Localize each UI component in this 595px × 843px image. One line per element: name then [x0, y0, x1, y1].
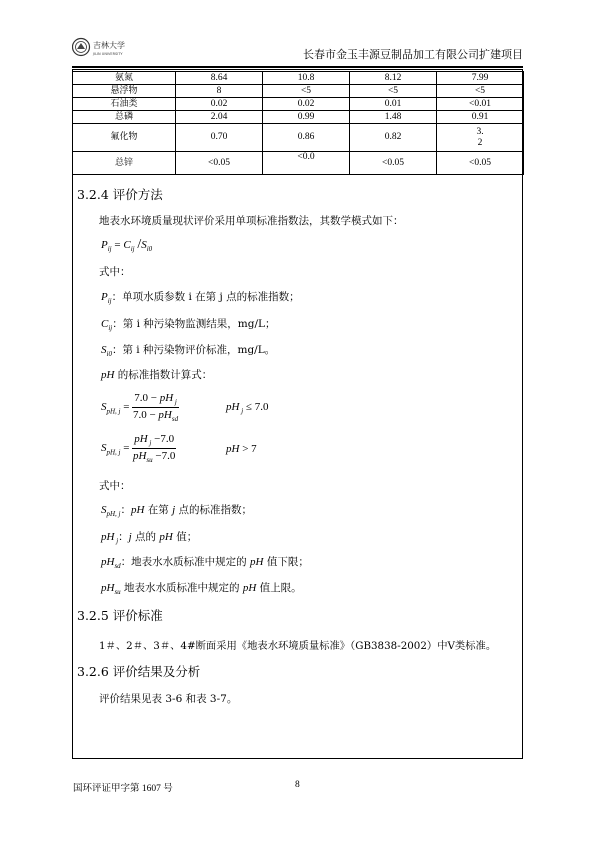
paragraph: 地表水环境质量现状评价采用单项标准指数法，其数学模式如下：	[99, 215, 404, 227]
section-heading: 3.2.6 评价结果及分析	[77, 664, 201, 679]
table-row	[73, 85, 524, 98]
table-cell: 1.48	[350, 111, 437, 124]
table-cell: <5	[263, 85, 350, 98]
paragraph: 式中：	[99, 480, 131, 492]
definition-p: $P_{ij}$：单项水质参数 i 在第 j 点的标准指数；	[101, 291, 300, 306]
table-cell: <5	[437, 85, 524, 98]
table-cell: <0.05	[350, 152, 437, 175]
table-cell: 0.01	[350, 98, 437, 111]
table-row	[73, 98, 524, 111]
table-row	[73, 152, 524, 175]
formula-ph-high: $S_{pH, j}$ = $\frac{pH _j -7.0}{pH_{su} -7.0}$	[101, 433, 176, 465]
project-title: 长春市金玉丰源豆制品加工有限公司扩建项目	[303, 48, 523, 61]
definition-phsd: $pH_{sd}$：地表水水质标准中规定的 pH 值下限；	[101, 556, 309, 571]
formula-pij: $P_{ij} = C_{ij}$ $/S_{i0}$	[101, 237, 153, 254]
table-cell: <0.01	[437, 98, 524, 111]
section-heading: 3.2.4 评价方法	[77, 187, 163, 202]
paragraph: 式中：	[99, 266, 131, 278]
paragraph: 评价结果见表 3-6 和表 3-7。	[99, 693, 238, 705]
param-name: 氨氮	[73, 72, 176, 85]
param-name: 石油类	[73, 98, 176, 111]
param-name: 总磷	[73, 111, 176, 124]
paragraph: 1＃、2＃、3＃、4#断面采用《地表水环境质量标准》（GB3838-2002）中Ⅴ类标准。	[99, 640, 497, 652]
footer-license: 国环评证甲字第 1607 号	[73, 784, 173, 794]
section-heading: 3.2.5 评价标准	[77, 608, 163, 623]
param-name: 悬浮物	[73, 85, 176, 98]
table-cell: 8.64	[176, 72, 263, 85]
definition-s: $S_{i0}$：第 i 种污染物评价标准，mg/L。	[101, 344, 276, 359]
table-cell: 0.02	[176, 98, 263, 111]
svg-text:吉林大学: 吉林大学	[93, 41, 125, 50]
ph-intro: pH 的标准指数计算式：	[101, 369, 213, 381]
table-cell: <0.05	[176, 152, 263, 175]
table-cell: 8	[176, 85, 263, 98]
definition-c: $C_{ij}$：第 i 种污染物监测结果，mg/L；	[101, 318, 276, 333]
header-rule	[72, 66, 523, 68]
table-row	[73, 111, 524, 124]
svg-text:JILIN UNIVERSITY: JILIN UNIVERSITY	[93, 52, 123, 56]
table-cell: 10.8	[263, 72, 350, 85]
table-row	[73, 124, 524, 152]
table-cell: <5	[350, 85, 437, 98]
table-cell: 3. 2	[437, 124, 524, 152]
param-name: 氟化物	[73, 124, 176, 152]
table-cell: 0.02	[263, 98, 350, 111]
table-cell: 0.91	[437, 111, 524, 124]
table-cell: 0.70	[176, 124, 263, 152]
formula-ph-low: $S_{pH, j}$ = $\frac{7.0 - pH _j}{7.0 - pH_{sd}}$	[101, 392, 179, 424]
table-cell: <0.0	[263, 152, 350, 175]
definition-phj: pH $_j$：j 点的 pH 值；	[101, 531, 198, 546]
table-cell: 8.12	[350, 72, 437, 85]
table-row	[73, 72, 524, 85]
table-cell: 0.86	[263, 124, 350, 152]
table-cell: 0.82	[350, 124, 437, 152]
page-number: 8	[295, 780, 300, 790]
table-cell: 2.04	[176, 111, 263, 124]
table-cell: 7.99	[437, 72, 524, 85]
definition-sph: $S_{pH, j}$：pH 在第 j 点的标准指数；	[101, 504, 253, 519]
table-cell: <0.05	[437, 152, 524, 175]
definition-phsu: $pH_{su}$ 地表水水质标准中规定的 pH 值上限。	[101, 582, 302, 597]
water-quality-table	[72, 71, 524, 175]
condition-high: pH > 7	[226, 443, 257, 455]
condition-low: pH $_j$ ≤ 7.0	[226, 401, 269, 416]
university-logo	[72, 37, 142, 57]
table-cell: 0.99	[263, 111, 350, 124]
param-name: 总锌	[73, 152, 176, 175]
